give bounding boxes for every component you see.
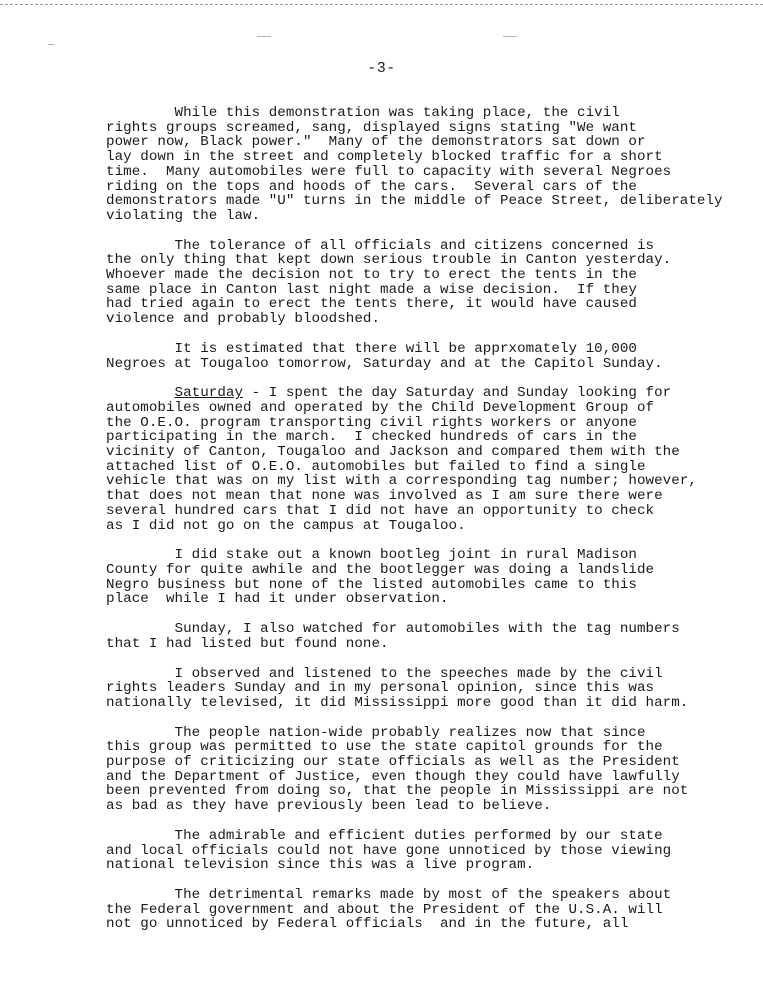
text-line: time. Many automobiles were full to capacity with several Negroes <box>106 163 672 180</box>
text-line: The tolerance of all officials and citizens concerned is <box>106 237 655 254</box>
text-line: rights leaders Sunday and in my personal opinion, since this was <box>106 680 655 697</box>
text-line: not go unnoticed by Federal officials and in the future, all <box>106 916 629 933</box>
text-line: several hundred cars that I did not have an opportunity to check <box>106 502 655 519</box>
text-line: violating the law. <box>106 207 261 224</box>
paragraph-saturday <box>106 386 758 533</box>
text-line: rights groups screamed, sang, displayed signs stating "We want <box>106 119 637 136</box>
scan-mark-right <box>503 36 517 37</box>
lead-rest: - I spent the day Saturday and Sunday looking for <box>243 385 672 402</box>
lead-indent <box>106 385 175 401</box>
paragraph-detrimental <box>106 888 758 932</box>
paragraph-speeches <box>106 667 758 711</box>
text-line: Negroes at Tougaloo tomorrow, Saturday and at the Capitol Sunday. <box>106 355 663 372</box>
text-line: place while I had it under observation. <box>106 591 449 608</box>
text-line: Negro business but none of the listed automobiles came to this <box>106 576 637 593</box>
paragraph-tolerance <box>106 239 758 327</box>
paragraph-sunday <box>106 622 758 651</box>
document-body <box>106 106 758 947</box>
text-line: violence and probably bloodshed. <box>106 311 381 328</box>
paragraph-officials <box>106 829 758 873</box>
text-line: I did stake out a known bootleg joint in rural Madison <box>106 547 637 564</box>
text-line: power now, Black power." Many of the demonstrators sat down or <box>106 134 646 151</box>
text-line: vehicle that was on my list with a corresponding tag number; however, <box>106 473 697 490</box>
paragraph-estimate <box>106 342 758 371</box>
text-line: nationally televised, it did Mississippi more good than it did harm. <box>106 694 689 711</box>
page-number: -3- <box>367 60 396 77</box>
text-line: It is estimated that there will be apprxomately 10,000 <box>106 340 637 357</box>
text-line: the only thing that kept down serious trouble in Canton yesterday. <box>106 252 672 269</box>
text-line: While this demonstration was taking place, the civil <box>106 105 620 121</box>
text-line: riding on the tops and hoods of the cars. Several cars of the <box>106 178 637 195</box>
text-line: been prevented from doing so, that the people in Mississippi are not <box>106 783 689 800</box>
text-line: as bad as they have previously been lead to believe. <box>106 798 552 815</box>
text-line: purpose of criticizing our state officials as well as the President <box>106 754 680 771</box>
text-line: national television since this was a live program. <box>106 857 535 874</box>
text-line: The people nation-wide probably realizes now that since <box>106 724 646 741</box>
text-line: had tried again to erect the tents there, it would have caused <box>106 296 637 313</box>
scan-speck <box>48 44 54 45</box>
text-line: Whoever made the decision not to try to erect the tents in the <box>106 267 637 284</box>
text-line: participating in the march. I checked hundreds of cars in the <box>106 429 637 446</box>
text-line: attached list of O.E.O. automobiles but failed to find a single <box>106 458 646 475</box>
text-line: I observed and listened to the speeches made by the civil <box>106 665 663 682</box>
text-line: and the Department of Justice, even though they could have lawfully <box>106 768 680 785</box>
text-line: demonstrators made "U" turns in the middle of Peace Street, deliberately <box>106 193 723 210</box>
text-line: The detrimental remarks made by most of the speakers about <box>106 886 672 903</box>
text-line: lay down in the street and completely blocked traffic for a short <box>106 149 663 166</box>
text-line: Sunday, I also watched for automobiles with the tag numbers <box>106 621 680 638</box>
text-line: as I did not go on the campus at Tougaloo. <box>106 517 466 534</box>
text-line: this group was permitted to use the state capitol grounds for the <box>106 739 663 756</box>
text-line: that does not mean that none was involved as I am sure there were <box>106 488 663 505</box>
text-line: vicinity of Canton, Tougaloo and Jackson and compared them with the <box>106 444 680 461</box>
scan-mark-left <box>257 36 271 37</box>
saturday-heading: Saturday <box>174 385 244 402</box>
text-line: and local officials could not have gone unnoticed by those viewing <box>106 842 672 859</box>
paragraph-demonstration <box>106 106 758 224</box>
text-line: the Federal government and about the President of the U.S.A. will <box>106 901 663 918</box>
text-line: that I had listed but found none. <box>106 635 389 652</box>
text-line: the O.E.O. program transporting civil rights workers or anyone <box>106 414 637 431</box>
text-line: same place in Canton last night made a wise decision. If they <box>106 281 637 298</box>
top-edge-dashes <box>0 4 763 5</box>
paragraph-bootleg <box>106 548 758 607</box>
text-line: automobiles owned and operated by the Child Development Group of <box>106 399 655 416</box>
text-line: County for quite awhile and the bootlegger was doing a landslide <box>106 561 655 578</box>
text-line: The admirable and efficient duties performed by our state <box>106 827 663 844</box>
paragraph-nation-wide <box>106 726 758 814</box>
